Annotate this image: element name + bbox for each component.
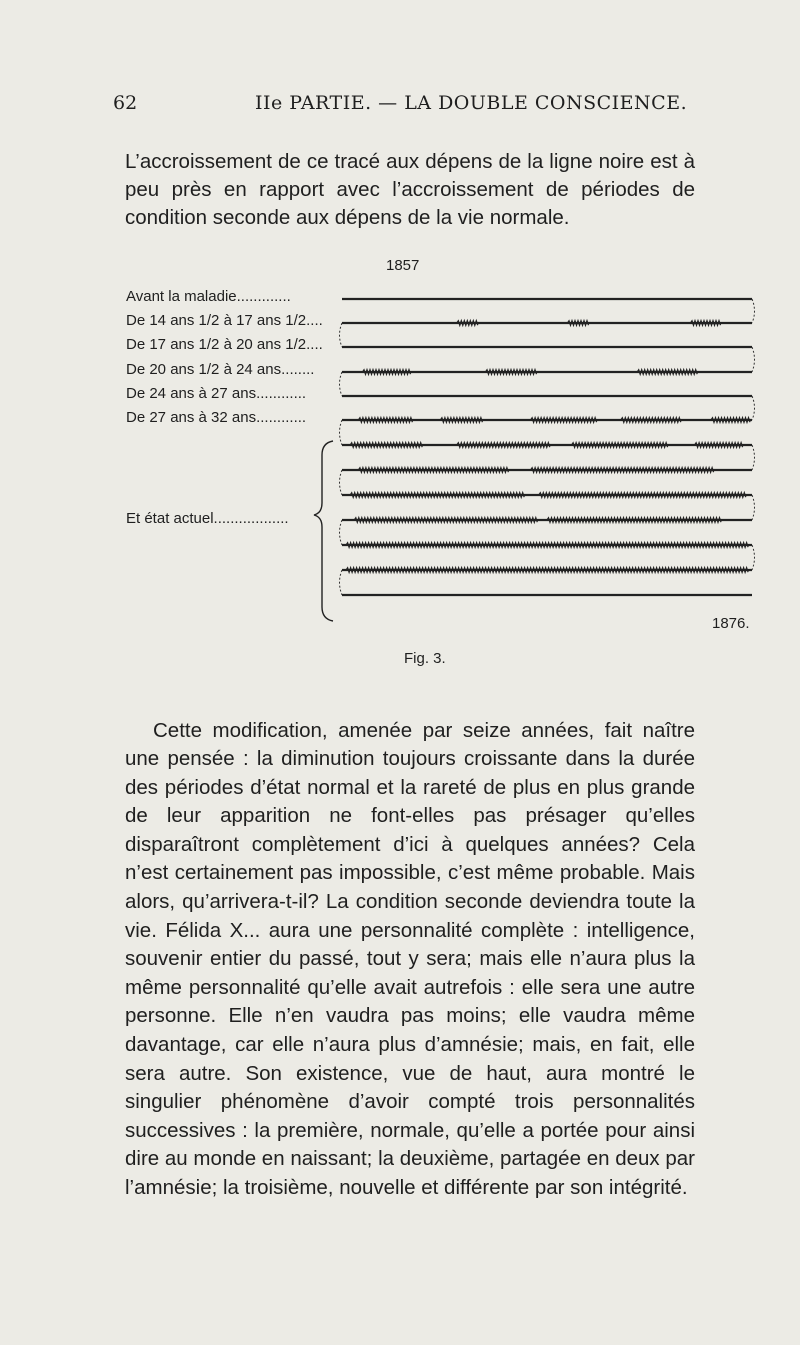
figure-3 xyxy=(0,255,800,675)
page-number: 62 xyxy=(113,92,138,114)
timeline-tracks xyxy=(314,299,755,621)
track-connector xyxy=(340,570,343,595)
row-label-17-20: De 17 ans 1/2 à 20 ans 1/2.... xyxy=(126,336,323,353)
track-connector xyxy=(340,323,343,347)
row-label-20-24: De 20 ans 1/2 à 24 ans........ xyxy=(126,361,315,378)
track-connector xyxy=(752,495,755,520)
row-label-14-17: De 14 ans 1/2 à 17 ans 1/2.... xyxy=(126,312,323,329)
track-connector xyxy=(752,545,755,570)
row-label-etat-actuel: Et état actuel.................. xyxy=(126,510,289,527)
track-connector xyxy=(340,372,343,396)
track-connector xyxy=(752,396,755,420)
row-label-avant-maladie: Avant la maladie............. xyxy=(126,288,291,305)
intro-paragraph: L’accroissement de ce tracé aux dépens de la ligne noire est à peu près en rapport avec l’accroissement de périodes de condition seconde aux dépens de la vie normale. xyxy=(125,149,695,229)
figure-year-end: 1876. xyxy=(712,615,750,632)
track-connector xyxy=(752,347,755,372)
track-connector xyxy=(752,299,755,323)
timeline-diagram xyxy=(0,255,800,675)
track-connector xyxy=(752,445,755,470)
bracket-etat-actuel xyxy=(314,441,333,621)
track-connector xyxy=(340,420,343,445)
figure-year-start: 1857 xyxy=(386,257,420,274)
row-label-24-27: De 24 ans à 27 ans............ xyxy=(126,385,307,402)
page-header xyxy=(113,92,695,118)
track-connector xyxy=(340,470,343,495)
row-label-27-32: De 27 ans à 32 ans............ xyxy=(126,409,307,426)
running-title: IIe PARTIE. — LA DOUBLE CONSCIENCE. xyxy=(255,92,688,114)
main-paragraph: Cette modification, amenée par seize années, fait naître une pensée : la diminution toujours croissante dans la durée des périodes d’état normal et la rareté de plus en plus grande de leur apparition ne font-elles pas présager qu’elles disparaîtront complètement d’ici à quelques années? Cela n’est certainement pas impossible, c’est même probable. Mais alors, qu’arrivera-t-il? La condition seconde deviendra toute la vie. Félida X... aura une personnalité complète : intelligence, souvenir entier du passé, tout y sera; mais elle n’aura plus la même personnalité qu’elle avait autrefois : elle sera une autre personne. Elle n’en vaudra pas moins; elle vaudra même davantage, car elle n’aura plus d’amnésie; mais, en fait, elle sera autre. Son existence, vue de haut, aura montré le singulier phénomène d’avoir compté trois personnalités successives : la première, normale, qu’elle a portée pour ainsi dire au monde en naissant; la deuxième, partagée en deux par l’amnésie; la troisième, nouvelle et différente par son intégrité. xyxy=(125,718,695,1199)
track-connector xyxy=(340,520,343,545)
figure-caption: Fig. 3. xyxy=(404,650,446,667)
